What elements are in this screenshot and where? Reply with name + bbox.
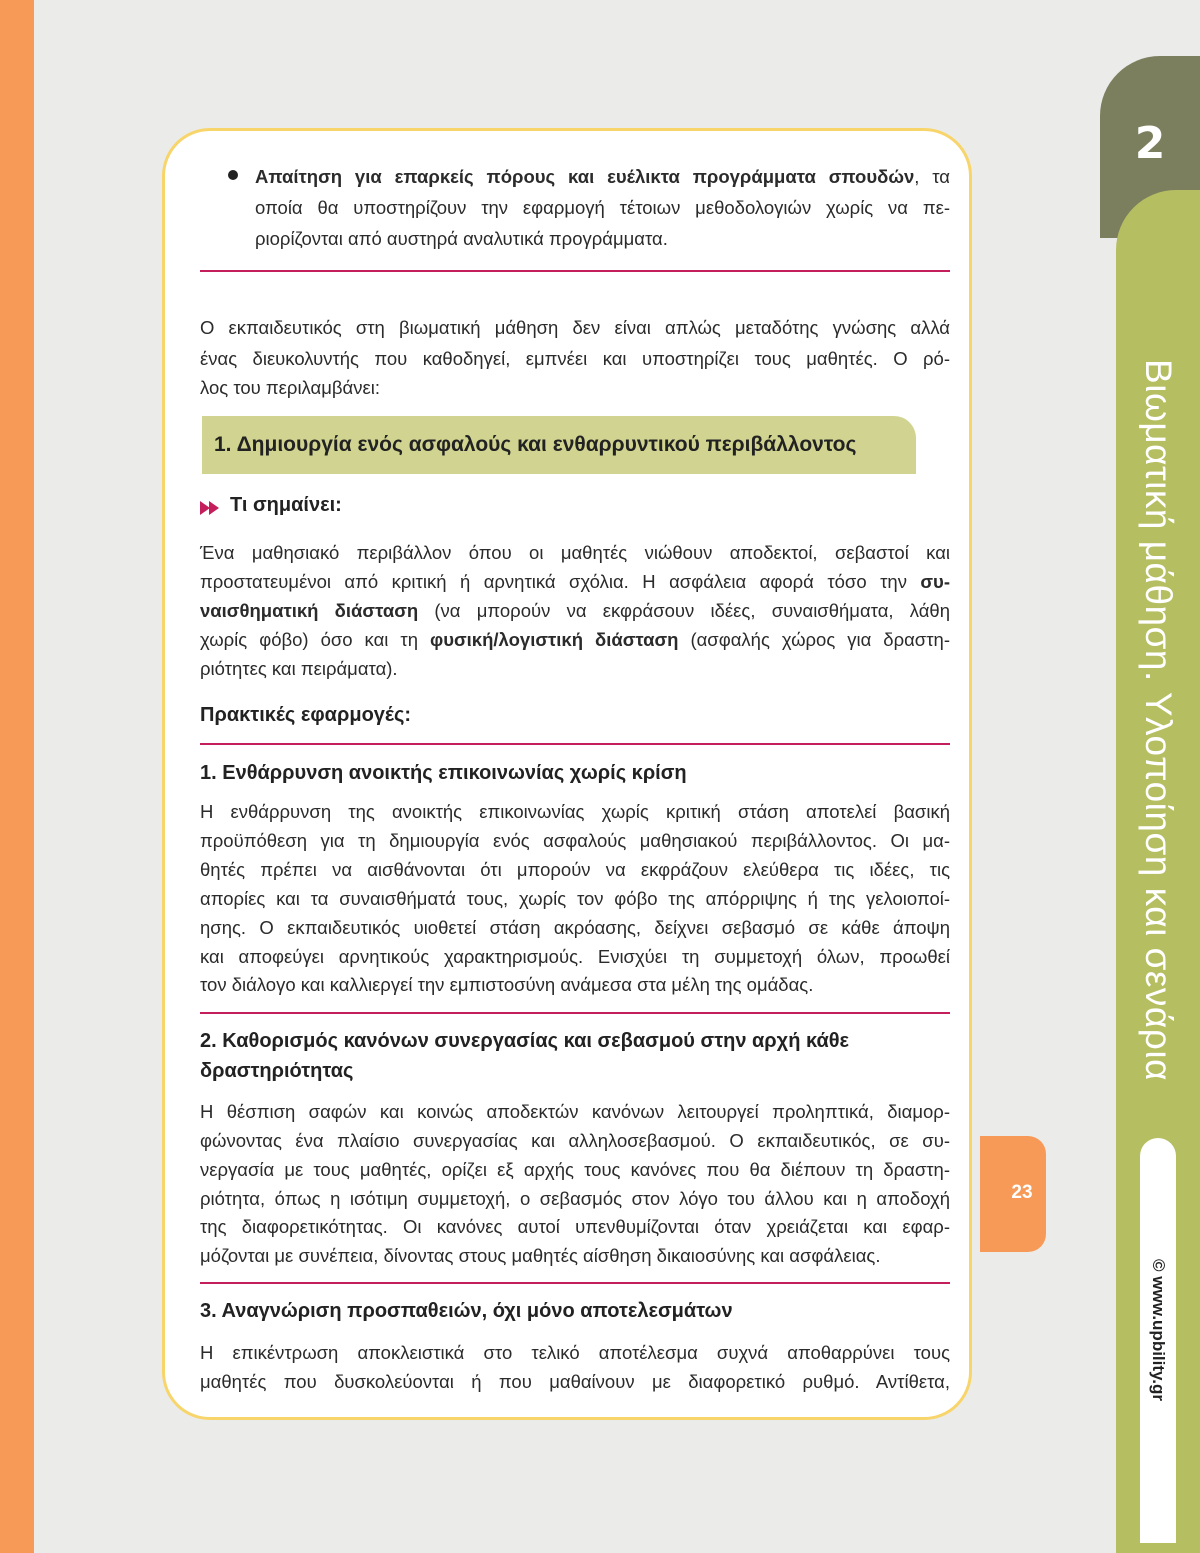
- item-1-line: Η ενθάρρυνση της ανοικτής επικοινωνίας χωρίς κριτική στάση αποτελεί βασική: [200, 801, 950, 822]
- item-2-line: φώνοντας ένα πλαίσιο συνεργασίας και αλληλοσεβασμού. Ο εκπαιδευτικός, σε συ-: [200, 1130, 950, 1151]
- item-2-line: ριότητα, όπως η ισότιμη συμμετοχή, ο σεβασμός στον λόγο του άλλου και η αποδοχή: [200, 1188, 950, 1209]
- divider: [200, 1012, 950, 1014]
- item-1-line: και αποφεύγει αρνητικούς χαρακτηρισμούς. Ενισχύει τη συμμετοχή όλων, προωθεί: [200, 946, 950, 967]
- intro-line-3: λος του περιλαμβάνει:: [200, 377, 380, 398]
- meaning-line-4: [200, 625, 950, 654]
- bullet-rest: , τα: [914, 166, 950, 187]
- meaning-bold: ναισθηματική διάσταση: [200, 600, 419, 621]
- divider: [200, 1282, 950, 1284]
- item-1-line: προϋπόθεση για τη δημιουργία ενός ασφαλούς μαθησιακού περιβάλλοντος. Οι μα-: [200, 830, 950, 851]
- chapter-number: 2: [1134, 118, 1166, 169]
- item-3-line: μαθητές που δυσκολεύονται ή που μαθαίνουν με διαφορετικό ρυθμό. Αντίθετα,: [200, 1371, 950, 1392]
- meaning-bold: φυσική/λογιστική διάσταση: [429, 629, 679, 650]
- meaning-text: προστατευμένοι από κριτική ή αρνητικά σχόλια. Η ασφάλεια αφορά τόσο την: [200, 571, 921, 592]
- item-1-title: 1. Ενθάρρυνση ανοικτής επικοινωνίας χωρίς κρίση: [200, 762, 687, 784]
- bullet-line-3: ριορίζονται από αυστηρά αναλυτικά προγράμματα.: [255, 228, 668, 249]
- left-color-stripe: [0, 0, 34, 1553]
- section-heading-box: [202, 416, 916, 474]
- item-3-line: Η επικέντρωση αποκλειστικά στο τελικό αποτέλεσμα συχνά αποθαρρύνει τους: [200, 1342, 950, 1363]
- item-2-line: Η θέσπιση σαφών και κοινώς αποδεκτών κανόνων λειτουργεί προληπτικά, διαμορ-: [200, 1101, 950, 1122]
- item-2-line: μόζονται με συνέπεια, δίνοντας στους μαθητές αίσθηση δικαιοσύνης και ασφάλειας.: [200, 1245, 881, 1266]
- item-2-title-line-2: δραστηριότητας: [200, 1060, 354, 1082]
- meaning-line-5: ριότητες και πειράματα).: [200, 658, 398, 679]
- meaning-line-2: [200, 567, 950, 596]
- chapter-title-vertical: Βιωματική μάθηση. Υλοποίηση και σενάρια: [1138, 359, 1179, 1081]
- meaning-line-3: [200, 596, 950, 625]
- bullet-dot-icon: [228, 170, 238, 180]
- meaning-text: (να μπορούν να εκφράσουν ιδέες, συναισθήματα, λάθη: [418, 600, 951, 621]
- bullet-line-1: [255, 162, 950, 191]
- intro-line-2: ένας διευκολυντής που καθοδηγεί, εμπνέει και υποστηρίζει τους μαθητές. Ο ρό-: [200, 348, 950, 369]
- item-1-line: ησης. Ο εκπαιδευτικός υιοθετεί στάση ακρόασης, δείχνει σεβασμό σε κάθε άποψη: [200, 917, 950, 938]
- divider: [200, 743, 950, 745]
- meaning-text: χωρίς φόβο) όσο και τη: [200, 629, 430, 650]
- meaning-bold: συ-: [920, 571, 950, 592]
- item-1-line: τον διάλογο και καλλιεργεί την εμπιστοσύνη ανάμεσα στα μέλη της ομάδας.: [200, 974, 814, 995]
- page-number: 23: [1011, 1182, 1033, 1203]
- meaning-text: (ασφαλής χώρος για δραστη-: [678, 629, 950, 650]
- divider: [200, 270, 950, 272]
- item-2-line: της διαφορετικότητας. Οι κανόνες αυτοί υπενθυμίζονται όταν χρειάζεται και εφαρ-: [200, 1216, 950, 1237]
- page-number-tab: [980, 1136, 1046, 1252]
- meaning-label: Τι σημαίνει:: [230, 494, 342, 516]
- bullet-bold: Απαίτηση για επαρκείς πόρους και ευέλικτα προγράμματα σπουδών: [255, 166, 915, 187]
- double-arrow-icon: [200, 501, 222, 515]
- section-heading: 1. Δημιουργία ενός ασφαλούς και ενθαρρυντικού περιβάλλοντος: [214, 433, 857, 456]
- practical-label: Πρακτικές εφαρμογές:: [200, 704, 412, 726]
- item-1-line: θητές πρέπει να αισθάνονται ότι μπορούν να εκφράζουν ελεύθερα τις ιδέες, τις: [200, 859, 950, 880]
- item-3-title: 3. Αναγνώριση προσπαθειών, όχι μόνο αποτελεσμάτων: [200, 1300, 733, 1322]
- item-2-line: νεργασία με τους μαθητές, ορίζει εξ αρχής τους κανόνες που θα διέπουν τη δραστη-: [200, 1159, 950, 1180]
- intro-line-1: Ο εκπαιδευτικός στη βιωματική μάθηση δεν είναι απλώς μεταδότης γνώσης αλλά: [200, 317, 950, 338]
- copyright-text: © www.upbility.gr: [1149, 1259, 1168, 1401]
- meaning-line-1: Ένα μαθησιακό περιβάλλον όπου οι μαθητές νιώθουν αποδεκτοί, σεβαστοί και: [200, 542, 950, 563]
- item-1-line: απορίες και τα συναισθήματά τους, χωρίς τον φόβο της απόρριψης ή της γελοιοποί-: [200, 888, 950, 909]
- item-2-title-line-1: 2. Καθορισμός κανόνων συνεργασίας και σεβασμού στην αρχή κάθε: [200, 1030, 850, 1052]
- bullet-line-2: οποία θα υποστηρίζουν την εφαρμογή τέτοιων μεθοδολογιών χωρίς να πε-: [255, 197, 950, 218]
